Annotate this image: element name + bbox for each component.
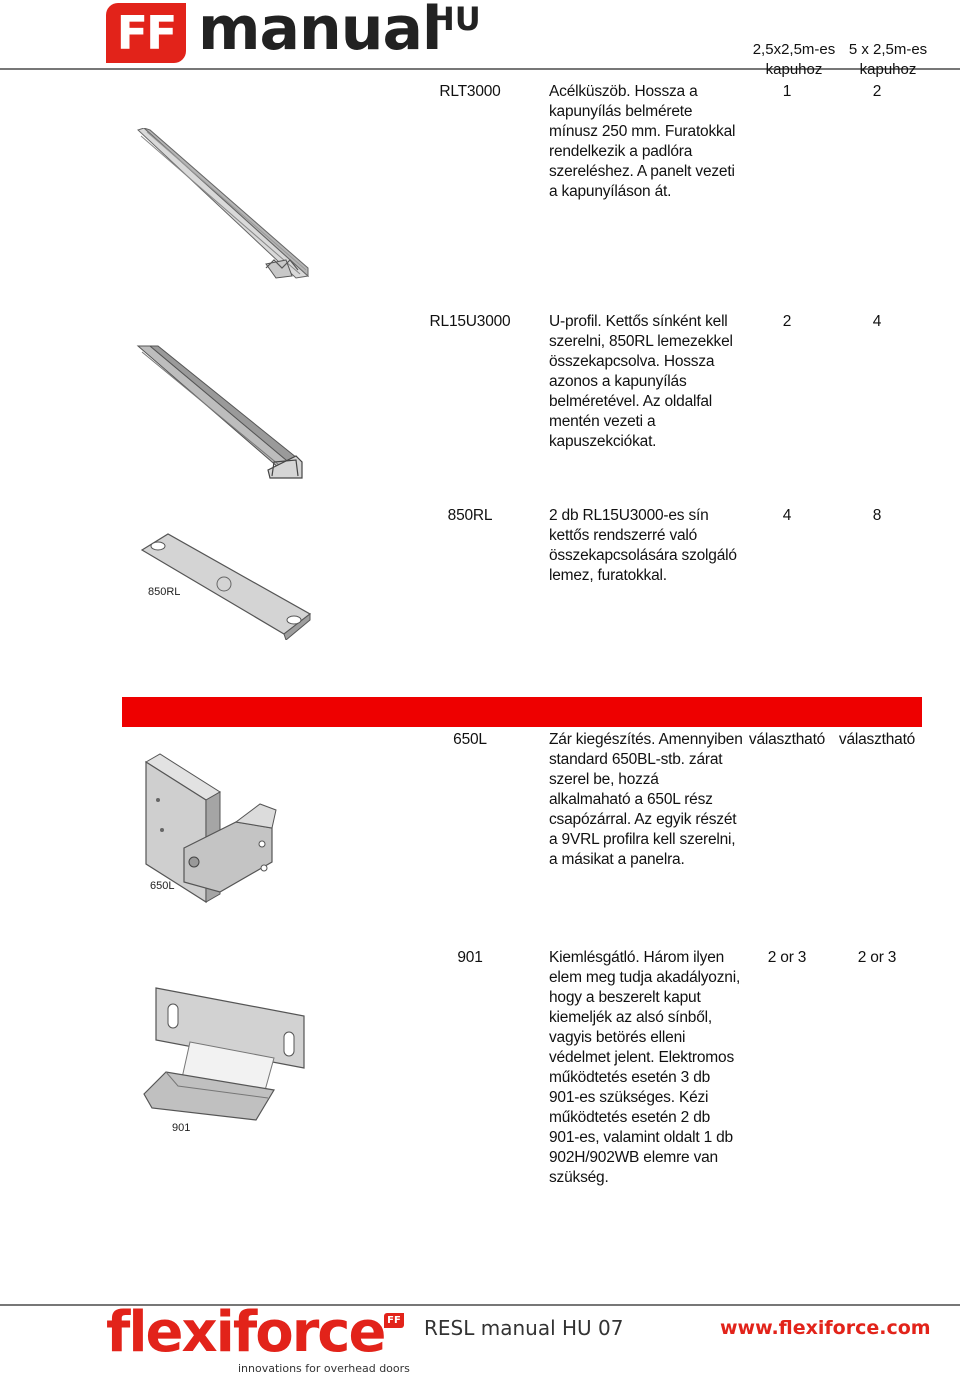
850rl-image-label: 850RL — [148, 586, 181, 598]
row-code-850rl: 850RL — [447, 507, 493, 524]
flexiforce-ff-badge: FF — [384, 1313, 404, 1328]
850rl-plate-image — [138, 530, 313, 640]
row-qty-small-650l: választható — [748, 731, 826, 748]
footer-website-link[interactable]: www.flexiforce.com — [720, 1317, 931, 1339]
row-qty-large-rl15u3000: 4 — [872, 313, 882, 330]
650l-image-label: 650L — [150, 880, 175, 892]
header-language: HU — [428, 0, 481, 38]
row-qty-small-rlt3000: 1 — [782, 83, 792, 100]
row-qty-small-850rl: 4 — [782, 507, 792, 524]
section-divider-band — [122, 697, 922, 727]
row-qty-small-901: 2 or 3 — [767, 949, 807, 966]
ff-logo-badge: FF — [106, 3, 186, 63]
row-description-rl15u3000: U-profil. Kettős sínként kell szerelni, 850RL lemezekkel összekapcsolva. Hossza azonos a kapunyílás belméretével. Az oldalfal mentén vezeti a kapuszekciókat. — [549, 313, 733, 450]
row-qty-large-650l: választható — [838, 731, 916, 748]
row-qty-large-rlt3000: 2 — [872, 83, 882, 100]
flexiforce-logo: flexiforce — [106, 1300, 385, 1365]
row-code-rl15u3000: RL15U3000 — [429, 313, 511, 330]
row-description-901: Kiemlésgátló. Három ilyen elem meg tudja akadályozni, hogy a beszerelt kaput kiemeljék az alsó sínből, vagyis betörés elleni védelmet jelent. Elektromos működtetés esetén 3 db 901-es szükséges. Kézi működtetés esetén 2 db 901-es, valamint oldalt 1 db 902H/902WB elemre van szükség. — [549, 949, 741, 1186]
row-code-901: 901 — [457, 949, 483, 966]
row-description-650l: Zár kiegészítés. Amennyiben standard 650BL-stb. zárat szerel be, hozzá alkalmaható a 650L rész csapózárral. Az egyik részét a 9VRL profilra kell szerelni, a másikat a panelra. — [549, 731, 743, 868]
row-qty-large-850rl: 8 — [872, 507, 882, 524]
footer-tagline: innovations for overhead doors — [238, 1362, 410, 1375]
row-qty-small-rl15u3000: 2 — [782, 313, 792, 330]
row-description-850rl: 2 db RL15U3000-es sín kettős rendszerré való összekapcsolására szolgáló lemez, furatokkal. — [549, 507, 737, 584]
footer-document-title: RESL manual HU 07 — [424, 1316, 624, 1340]
column-header-small-door: 2,5x2,5m-es kapuhoz — [752, 41, 836, 78]
rlt3000-threshold-image — [136, 128, 311, 280]
row-description-rlt3000: Acélküszöb. Hossza a kapunyílás belmérete mínusz 250 mm. Furatokkal rendelkezik a padlóra szereléshez. A panelt vezeti a kapunyíláson át. — [549, 83, 736, 200]
rl15u3000-u-profile-image — [136, 344, 306, 484]
row-code-rlt3000: RLT3000 — [439, 83, 501, 100]
row-qty-large-901: 2 or 3 — [857, 949, 897, 966]
header-title: manual — [198, 0, 442, 64]
row-code-650l: 650L — [453, 731, 487, 748]
901-anti-lift-image — [138, 986, 310, 1126]
901-image-label: 901 — [172, 1122, 191, 1134]
column-header-large-door: 5 x 2,5m-es kapuhoz — [848, 41, 928, 78]
